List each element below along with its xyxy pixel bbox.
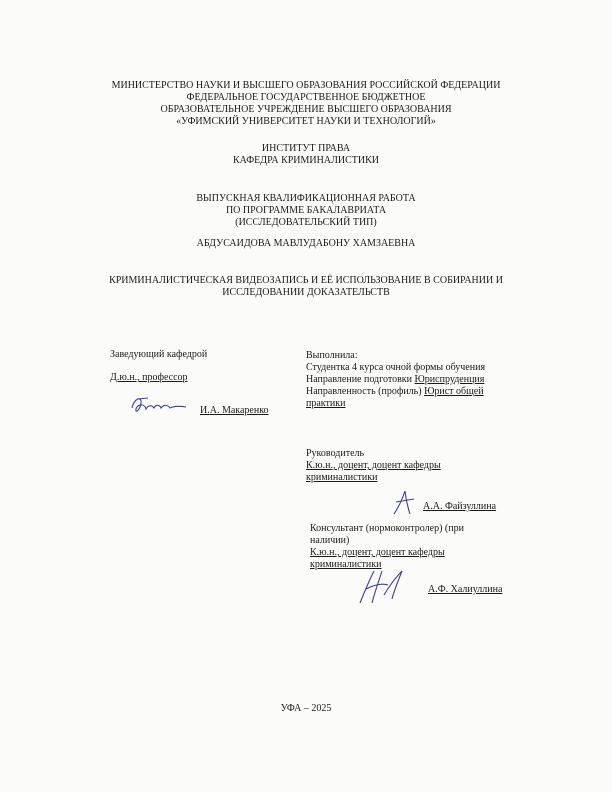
direction-label: Направление подготовки [306,374,415,385]
institution-type-line-2: ОБРАЗОВАТЕЛЬНОЕ УЧРЕЖДЕНИЕ ВЫСШЕГО ОБРАЗОВАНИЯ [160,104,452,115]
thesis-title-line-2: ИССЛЕДОВАНИИ ДОКАЗАТЕЛЬСТВ [222,287,390,298]
direction-value: Юриспруденция [414,374,485,385]
supervisor-name: А.А. Файзуллина [423,501,497,512]
supervisor-degree-line-2: криминалистики [306,472,378,483]
head-of-department-signature [128,394,190,418]
profile-label: Направленность (профиль) [306,386,425,397]
consultant-signature [352,565,412,607]
university-name: «УФИМСКИЙ УНИВЕРСИТЕТ НАУКИ И ТЕХНОЛОГИЙ» [176,116,436,127]
supervisor-signature [388,488,418,518]
student-profile-cont: практики [306,398,346,409]
consultant-degree-line-2: криминалистики [310,559,382,570]
supervisor-degree-line-1: К.ю.н., доцент, доцент кафедры [306,460,441,471]
head-of-department-label: Заведующий кафедрой [110,349,208,360]
thesis-title-line-1: КРИМИНАЛИСТИЧЕСКАЯ ВИДЕОЗАПИСЬ И ЕЁ ИСПОЛЬЗОВАНИЕ В СОБИРАНИИ И [109,275,503,286]
city-year: УФА – 2025 [280,703,332,714]
consultant-name: А.Ф. Халиуллина [428,584,503,595]
institution-type-line: ФЕДЕРАЛЬНОЕ ГОСУДАРСТВЕННОЕ БЮДЖЕТНОЕ [186,92,426,103]
department-name: КАФЕДРА КРИМИНАЛИСТИКИ [232,155,379,166]
head-of-department-name: И.А. Макаренко [200,405,269,416]
work-type-line-3: (ИССЛЕДОВАТЕЛЬСКИЙ ТИП) [235,217,377,228]
consultant-label-line-1: Консультант (нормоконтролер) (при [310,523,464,534]
head-of-department-degree: Д.ю.н., профессор [110,372,188,383]
consultant-label-line-2: наличии) [310,535,350,546]
student-label: Выполнила: [306,350,358,361]
student-course: Студентка 4 курса очной формы обучения [306,362,486,373]
student-profile [306,386,484,398]
work-type-line-1: ВЫПУСКНАЯ КВАЛИФИКАЦИОННАЯ РАБОТА [196,193,416,204]
student-direction [306,374,484,386]
profile-value: Юрист общей [424,386,484,397]
ministry-line: МИНИСТЕРСТВО НАУКИ И ВЫСШЕГО ОБРАЗОВАНИЯ РОССИЙСКОЙ ФЕДЕРАЦИИ [111,80,501,91]
supervisor-label: Руководитель [306,448,365,459]
work-type-line-2: ПО ПРОГРАММЕ БАКАЛАВРИАТА [225,205,387,216]
consultant-degree-line-1: К.ю.н., доцент, доцент кафедры [310,547,445,558]
author-name: АБДУСАИДОВА МАВЛУДАБОНУ ХАМЗАЕВНА [196,238,416,249]
institute-name: ИНСТИТУТ ПРАВА [261,143,351,154]
